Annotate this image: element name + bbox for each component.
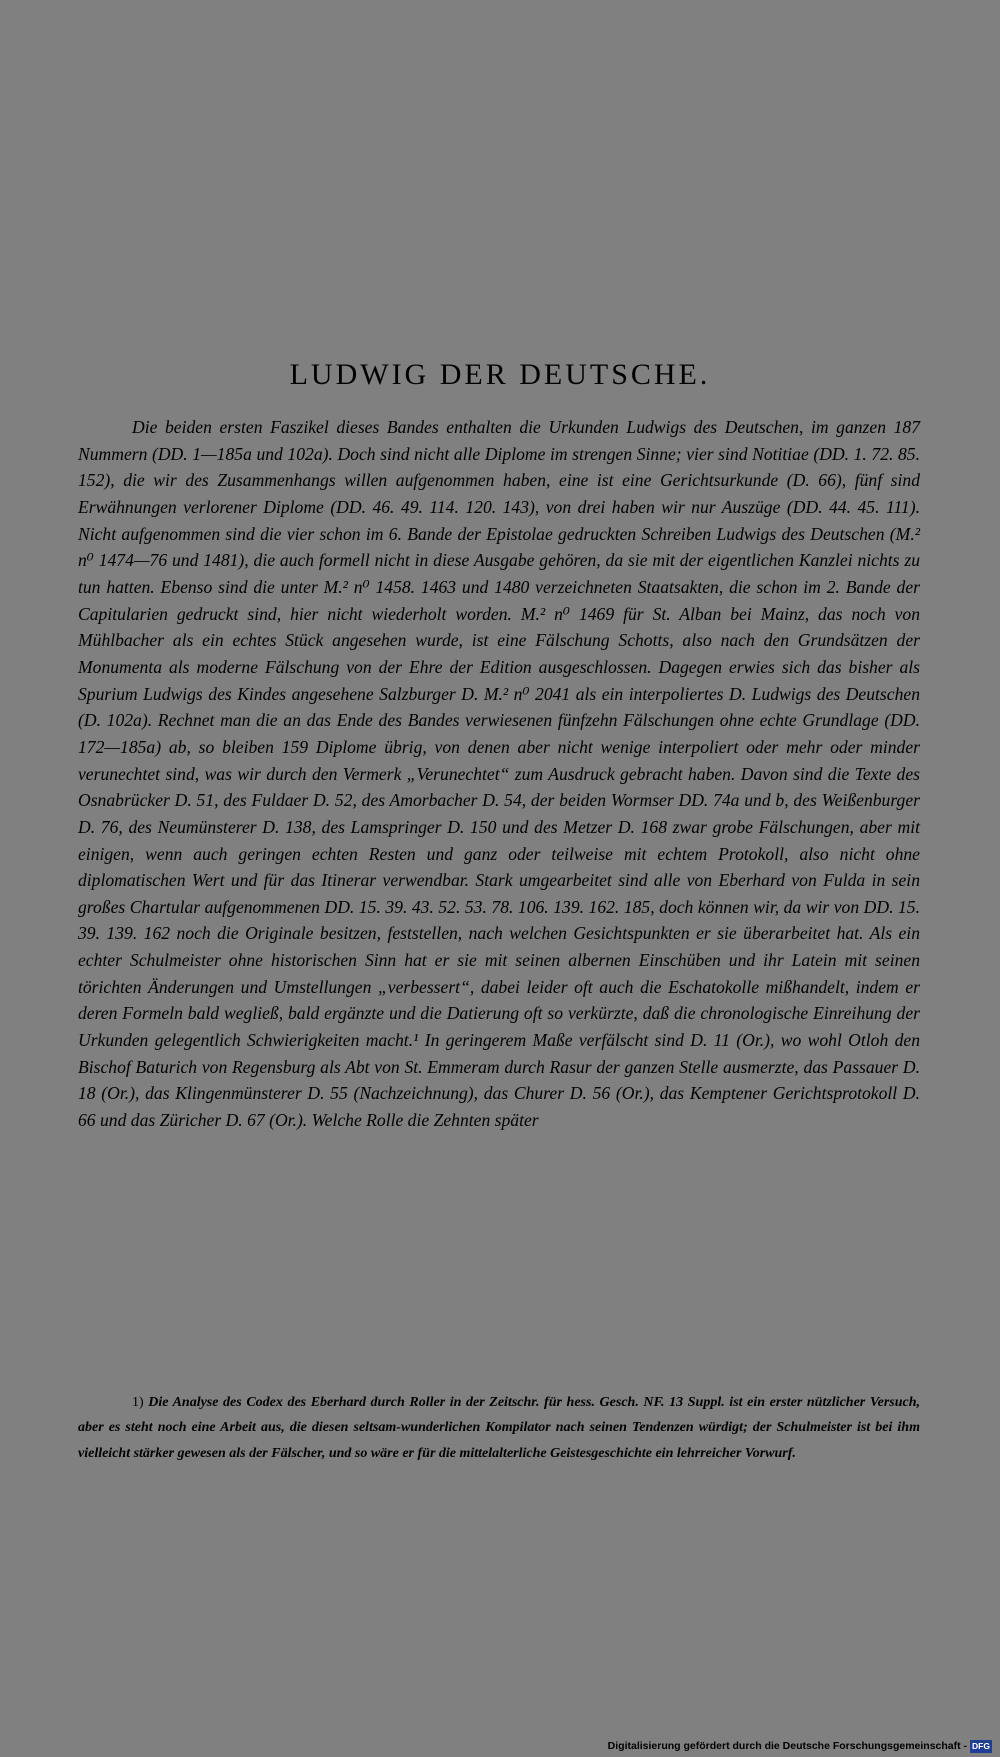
credit-text: Digitalisierung gefördert durch die Deutsche Forschungsgemeinschaft - <box>607 1740 968 1752</box>
footnote-number: 1) <box>132 1395 144 1410</box>
footnote <box>78 1390 920 1466</box>
footnote-text: Die Analyse des Codex des Eberhard durch Roller in der Zeitschr. für hess. Gesch. NF. 13 Suppl. ist ein erster nützlicher Versuch, aber es steht noch eine Arbeit aus, die diesen seltsam-wunderlichen Kompilator nach seinen Tendenzen würdigt; der Schulmeister ist bei ihm vielleicht stärker gewesen als der Fälscher, und so wäre er für die mittelalterliche Geistesgeschichte ein lehrreicher Vorwurf. <box>78 1395 921 1461</box>
digitization-credit <box>608 1739 992 1753</box>
dfg-logo: DFG <box>972 1740 990 1751</box>
body-text: Die beiden ersten Faszikel dieses Bandes enthalten die Urkunden Ludwigs des Deutschen, im ganzen 187 Nummern (DD. 1—185a und 102a). Doch sind nicht alle Diplome im strengen Sinne; vier sind Notitiae (DD. 1. 72. 85. 152), die wir des Zusammenhangs willen aufgenommen haben, eine ist eine Gerichtsurkunde (D. 66), fünf sind Erwähnungen verlorener Diplome (DD. 46. 49. 114. 120. 143), von drei haben wir nur Auszüge (DD. 44. 45. 111). Nicht aufgenommen sind die vier schon im 6. Bande der Epistolae gedruckten Schreiben Ludwigs des Deutschen (M.² n⁰ 1474—76 und 1481), die auch formell nicht in diese Ausgabe gehören, da sie mit der eigentlichen Kanzlei nichts zu tun hatten. Ebenso sind die unter M.² n⁰ 1458. 1463 und 1480 verzeichneten Staatsakten, die schon im 2. Bande der Capitularien gedruckt sind, hier nicht wiederholt worden. M.² n⁰ 1469 für St. Alban bei Mainz, das noch von Mühlbacher als ein echtes Stück angesehen wurde, ist eine Fälschung Schotts, also nach den Grundsätzen der Monumenta als moderne Fälschung von der Ehre der Edition ausgeschlossen. Dagegen erwies sich das bisher als Spurium Ludwigs des Kindes angesehene Salzburger D. M.² n⁰ 2041 als ein interpoliertes D. Ludwigs des Deutschen (D. 102a). Rechnet man die an das Ende des Bandes verwiesenen fünfzehn Fälschungen ohne echte Grundlage (DD. 172—185a) ab, so bleiben 159 Diplome übrig, von denen aber nicht wenige interpoliert oder mehr oder minder verunechtet sind, was wir durch den Vermerk „Verunechtet“ zum Ausdruck gebracht haben. Davon sind die Texte des Osnabrücker D. 51, des Fuldaer D. 52, des Amorbacher D. 54, der beiden Wormser DD. 74a und b, des Weißenburger D. 76, des Neumünsterer D. 138, des Lamspringer D. 150 und des Metzer D. 168 zwar grobe Fälschungen, aber mit einigen, wenn auch geringen echten Resten und ganz oder teilweise mit echtem Protokoll, also nicht ohne diplomatischen Wert und für das Itinerar verwendbar. Stark umgearbeitet sind alle von Eberhard von Fulda in sein großes Chartular aufgenommenen DD. 15. 39. 43. 52. 53. 78. 106. 139. 162. 185, doch können wir, da wir von DD. 15. 39. 139. 162 noch die Originale besitzen, feststellen, nach welchen Gesichtspunkten er sie überarbeitet hat. Als ein echter Schulmeister ohne historischen Sinn hat er sie mit seinen albernen Einschüben und ihr Latein mit seinen törichten Änderungen und Umstellungen „verbessert“, dabei leider oft auch die Eschatokolle mißhandelt, indem er deren Formeln bald wegließ, bald ergänzte und die Datierung oft so verkürzte, daß die chronologische Einreihung der Urkunden gelegentlich Schwierigkeiten macht.¹ In geringerem Maße verfälscht sind D. 11 (Or.), wo wohl Otloh den Bischof Baturich von Regensburg als Abt von St. Emmeram durch Rasur der ganzen Stelle ausmerzte, das Passauer D. 18 (Or.), das Klingenmünsterer D. 55 (Nachzeichnung), das Churer D. 56 (Or.), das Kemptener Gerichtsprotokoll D. 66 und das Züricher D. 67 (Or.). Welche Rolle die Zehnten später <box>78 417 920 1131</box>
body-paragraph <box>78 414 920 1134</box>
page-title: LUDWIG DER DEUTSCHE. <box>289 358 711 391</box>
